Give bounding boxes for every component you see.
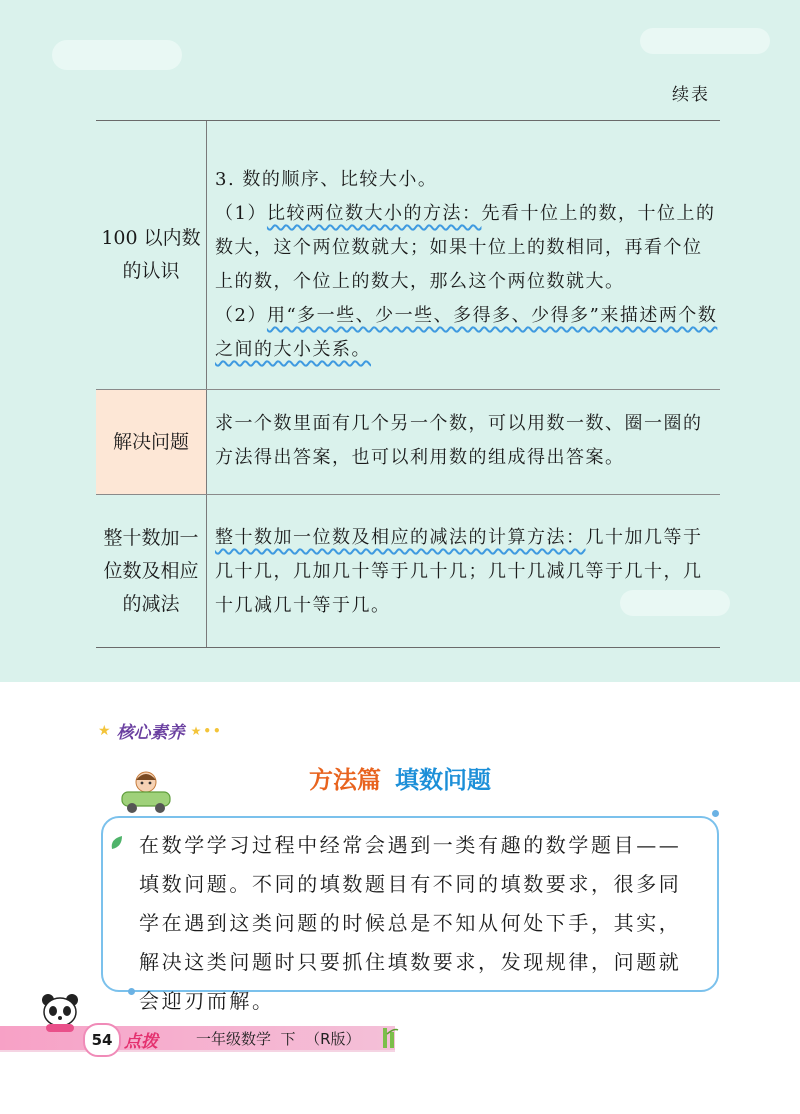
row-body — [207, 121, 720, 389]
row-heading-line: 100 以内数 — [101, 227, 201, 249]
body-paragraph — [215, 299, 720, 367]
body-paragraph — [215, 197, 720, 299]
row-heading — [96, 390, 207, 494]
page-number: 54 — [83, 1023, 121, 1057]
box-dot — [128, 988, 135, 995]
table-row — [96, 121, 720, 390]
cloud-decoration — [52, 40, 182, 70]
method-title — [0, 760, 800, 795]
panda-icon — [38, 992, 82, 1032]
book-title: 一年级数学 下 （R版） — [196, 1030, 361, 1048]
section-tag-label: 核心素养 — [116, 723, 185, 743]
row-heading — [96, 495, 207, 647]
summary-table — [96, 120, 720, 648]
body-text: 几十加几等于几十几，几加几十等于几十几；几十几减几等于几十，几十几减几十等于几。 — [215, 527, 703, 616]
brand-logo: 点拨 — [124, 1032, 158, 1052]
row-heading-line: 的认识 — [122, 260, 180, 282]
continued-label: 续表 — [672, 85, 710, 105]
row-heading-line: 的减法 — [122, 592, 180, 615]
item-number: （1） — [215, 203, 267, 224]
box-dot — [712, 810, 719, 817]
body-line: 3. 数的顺序、比较大小。 — [215, 169, 438, 190]
item-number: （2） — [215, 305, 267, 326]
row-heading-line: 位数及相应 — [103, 559, 199, 582]
section-tag — [98, 718, 223, 743]
bamboo-icon — [378, 1026, 400, 1050]
method-title-part1: 方法篇 — [309, 766, 381, 794]
emphasized-text: 整十数加一位数及相应的减法的计算方法： — [215, 527, 586, 548]
row-body — [207, 495, 720, 647]
intro-text: 在数学学习过程中经常会遇到一类有趣的数学题目——填数问题。不同的填数题目有不同的填数要求，很多同学在遇到这类问题的时候总是不知从何处下手，其实，解决这类问题时只要抓住填数要求，发现规律，问题就会迎刃而解。 — [139, 833, 682, 1013]
row-heading-line: 整十数加一 — [103, 526, 199, 549]
table-row — [96, 390, 720, 495]
table-row — [96, 495, 720, 647]
emphasized-text: 用“多一些、少一些、多得多、少得多”来描述两个数之间的大小关系。 — [215, 305, 718, 360]
star-icon: ★ — [98, 722, 111, 739]
leaf-icon — [110, 835, 124, 851]
dots-decoration: ★•• — [190, 723, 223, 738]
body-text: 先看十位上的数，十位上的数大，这个两位数就大；如果十位上的数相同，再看个位上的数，个位上的数大，那么这个两位数就大。 — [215, 203, 716, 292]
method-title-part2: 填数问题 — [395, 766, 491, 794]
row-heading-line: 解决问题 — [112, 430, 189, 453]
emphasized-text: 比较两位数大小的方法： — [266, 203, 482, 224]
intro-box — [101, 816, 719, 1013]
row-heading — [96, 121, 207, 389]
cloud-decoration — [640, 28, 770, 54]
row-body: 求一个数里面有几个另一个数，可以用数一数、圈一圈的方法得出答案，也可以利用数的组成得出答案。 — [215, 413, 703, 468]
